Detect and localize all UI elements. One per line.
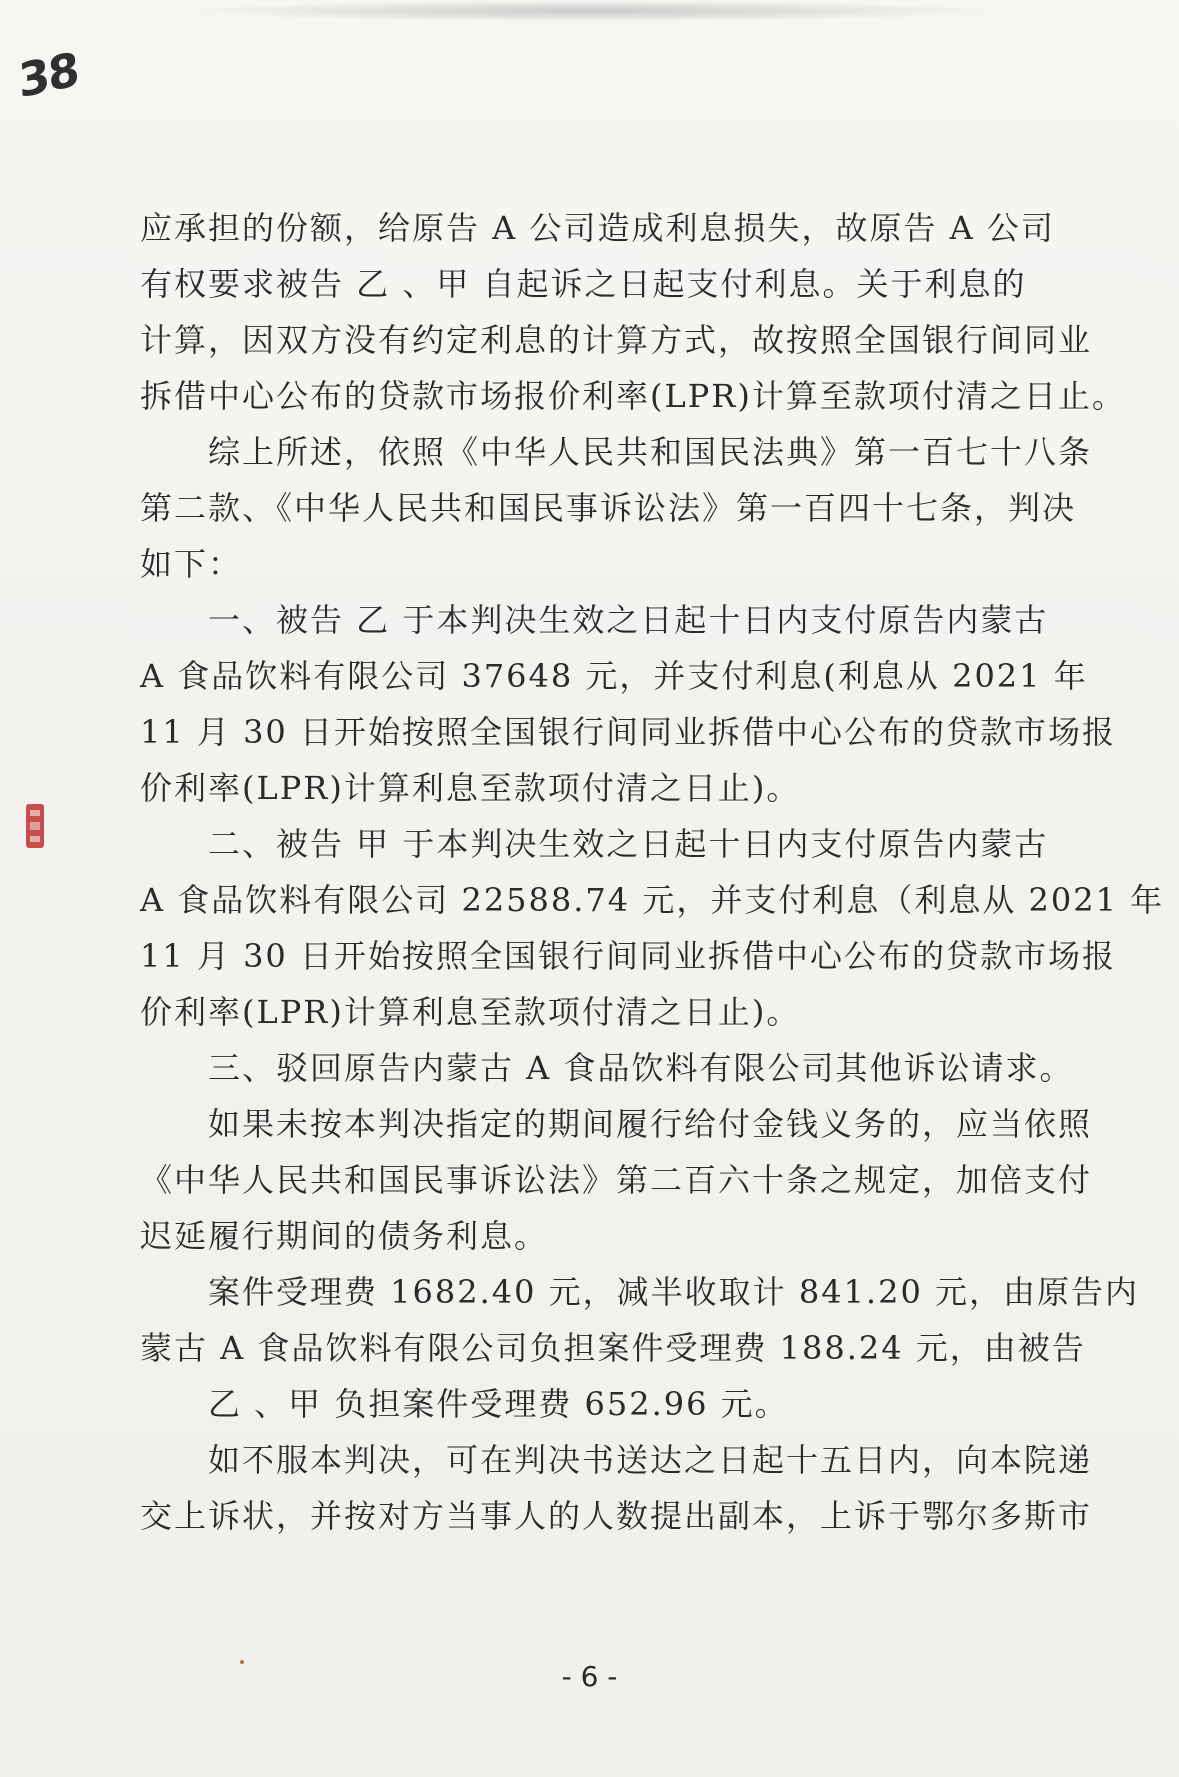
text-line: 如下： [140,545,243,583]
text-line: 11 月 30 日开始按照全国银行间同业拆借中心公布的贷款市场报 [140,937,1116,975]
text-line: 综上所述，依照《中华人民共和国民法典》第一百七十八条 [208,433,1093,471]
text-line: 二、被告 甲 于本判决生效之日起十日内支付原告内蒙古 [208,825,1049,863]
text-line: 拆借中心公布的贷款市场报价利率(LPR)计算至款项付清之日止。 [140,377,1126,415]
text-line: 三、驳回原告内蒙古 A 食品饮料有限公司其他诉讼请求。 [208,1049,1074,1087]
text-line: 价利率(LPR)计算利息至款项付清之日止)。 [140,769,801,807]
text-line: 11 月 30 日开始按照全国银行间同业拆借中心公布的贷款市场报 [140,713,1116,751]
scan-shadow [180,0,1000,22]
text-line: 乙 、甲 负担案件受理费 652.96 元。 [208,1385,789,1423]
text-line: 迟延履行期间的债务利息。 [140,1217,549,1255]
judgment-body [140,200,1165,1544]
text-line: 第二款、《中华人民共和国民事诉讼法》第一百四十七条，判决 [140,489,1077,527]
text-line: 一、被告 乙 于本判决生效之日起十日内支付原告内蒙古 [208,601,1049,639]
text-line: A 食品饮料有限公司 37648 元，并支付利息(利息从 2021 年 [140,657,1088,695]
handwritten-page-mark: 38 [16,41,80,109]
text-line: 如不服本判决，可在判决书送达之日起十五日内，向本院递 [208,1441,1093,1479]
text-line: 应承担的份额，给原告 A 公司造成利息损失，故原告 A 公司 [140,209,1055,247]
text-line: 如果未按本判决指定的期间履行给付金钱义务的，应当依照 [208,1105,1093,1143]
text-line: 有权要求被告 乙 、甲 自起诉之日起支付利息。关于利息的 [140,265,1027,303]
text-line: 蒙古 A 食品饮料有限公司负担案件受理费 188.24 元，由被告 [140,1329,1086,1367]
text-line: 价利率(LPR)计算利息至款项付清之日止)。 [140,993,801,1031]
text-line: 案件受理费 1682.40 元，减半收取计 841.20 元，由原告内 [208,1273,1139,1311]
text-line: 计算，因双方没有约定利息的计算方式，故按照全国银行间同业 [140,321,1093,359]
text-line: 《中华人民共和国民事诉讼法》第二百六十条之规定，加倍支付 [140,1161,1093,1199]
seal-stamp-icon [20,800,50,852]
text-line: 交上诉状，并按对方当事人的人数提出副本，上诉于鄂尔多斯市 [140,1497,1093,1535]
text-line: A 食品饮料有限公司 22588.74 元，并支付利息（利息从 2021 年 [140,881,1165,919]
page-number: - 6 - [561,1660,618,1693]
